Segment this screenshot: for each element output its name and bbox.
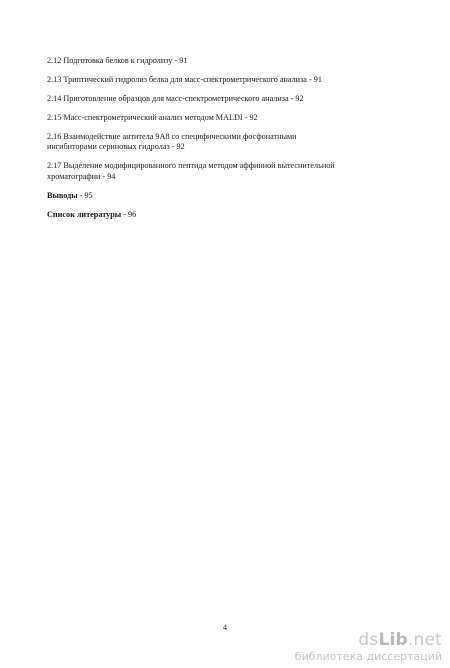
toc-entry-text	[47, 191, 397, 201]
toc-entry-text-line-1: 2.17 Выделение модифицированного пептида методом аффинной вытеснительной	[47, 161, 335, 171]
toc-entry-text: 2.15 Масс-спектрометрический анализ методом MALDI - 92	[47, 113, 258, 122]
toc-entry-2-14	[47, 94, 397, 104]
toc-entry-references	[47, 210, 397, 220]
toc-entry-title: Список литературы	[47, 209, 122, 219]
table-of-contents	[47, 56, 397, 229]
toc-entry-2-15	[47, 113, 397, 123]
toc-entry-2-13	[47, 75, 397, 85]
toc-entry-text	[47, 210, 397, 220]
watermark-tagline: библиотека диссертаций	[294, 650, 442, 663]
toc-entry-page: - 96	[121, 209, 137, 219]
watermark	[295, 632, 442, 662]
toc-entry-text-line-1: 2.16 Взаимодействие антитела 9А8 со специфическими фосфонатными	[47, 132, 297, 141]
toc-entry-conclusions	[47, 191, 397, 201]
toc-entry-text-line-2: ингибиторами сериновых гидролаз - 92	[47, 142, 185, 152]
toc-entry-page: - 95	[77, 190, 93, 200]
toc-entry-text-line-2: хроматографии - 94	[47, 171, 116, 181]
toc-entry-text: 2.14 Приготовление образцов для масс-спектрометрического анализа - 92	[47, 94, 304, 103]
toc-entry-2-16	[47, 132, 397, 153]
toc-entry-title: Выводы	[47, 190, 78, 200]
toc-entry-text: 2.13 Триптический гидролиз белка для масс-спектрометрического анализа - 91	[47, 75, 322, 84]
page-number: 4	[223, 623, 227, 632]
toc-entry-2-17	[47, 161, 397, 182]
watermark-logo	[295, 632, 442, 649]
watermark-logo-net: .net	[407, 630, 442, 650]
toc-entry-2-12	[47, 56, 397, 66]
toc-entry-text: 2.12 Подготовка белков к гидролизу - 91	[47, 56, 188, 65]
watermark-logo-lib: Lib	[378, 630, 408, 650]
watermark-logo-ds: ds	[358, 630, 379, 650]
